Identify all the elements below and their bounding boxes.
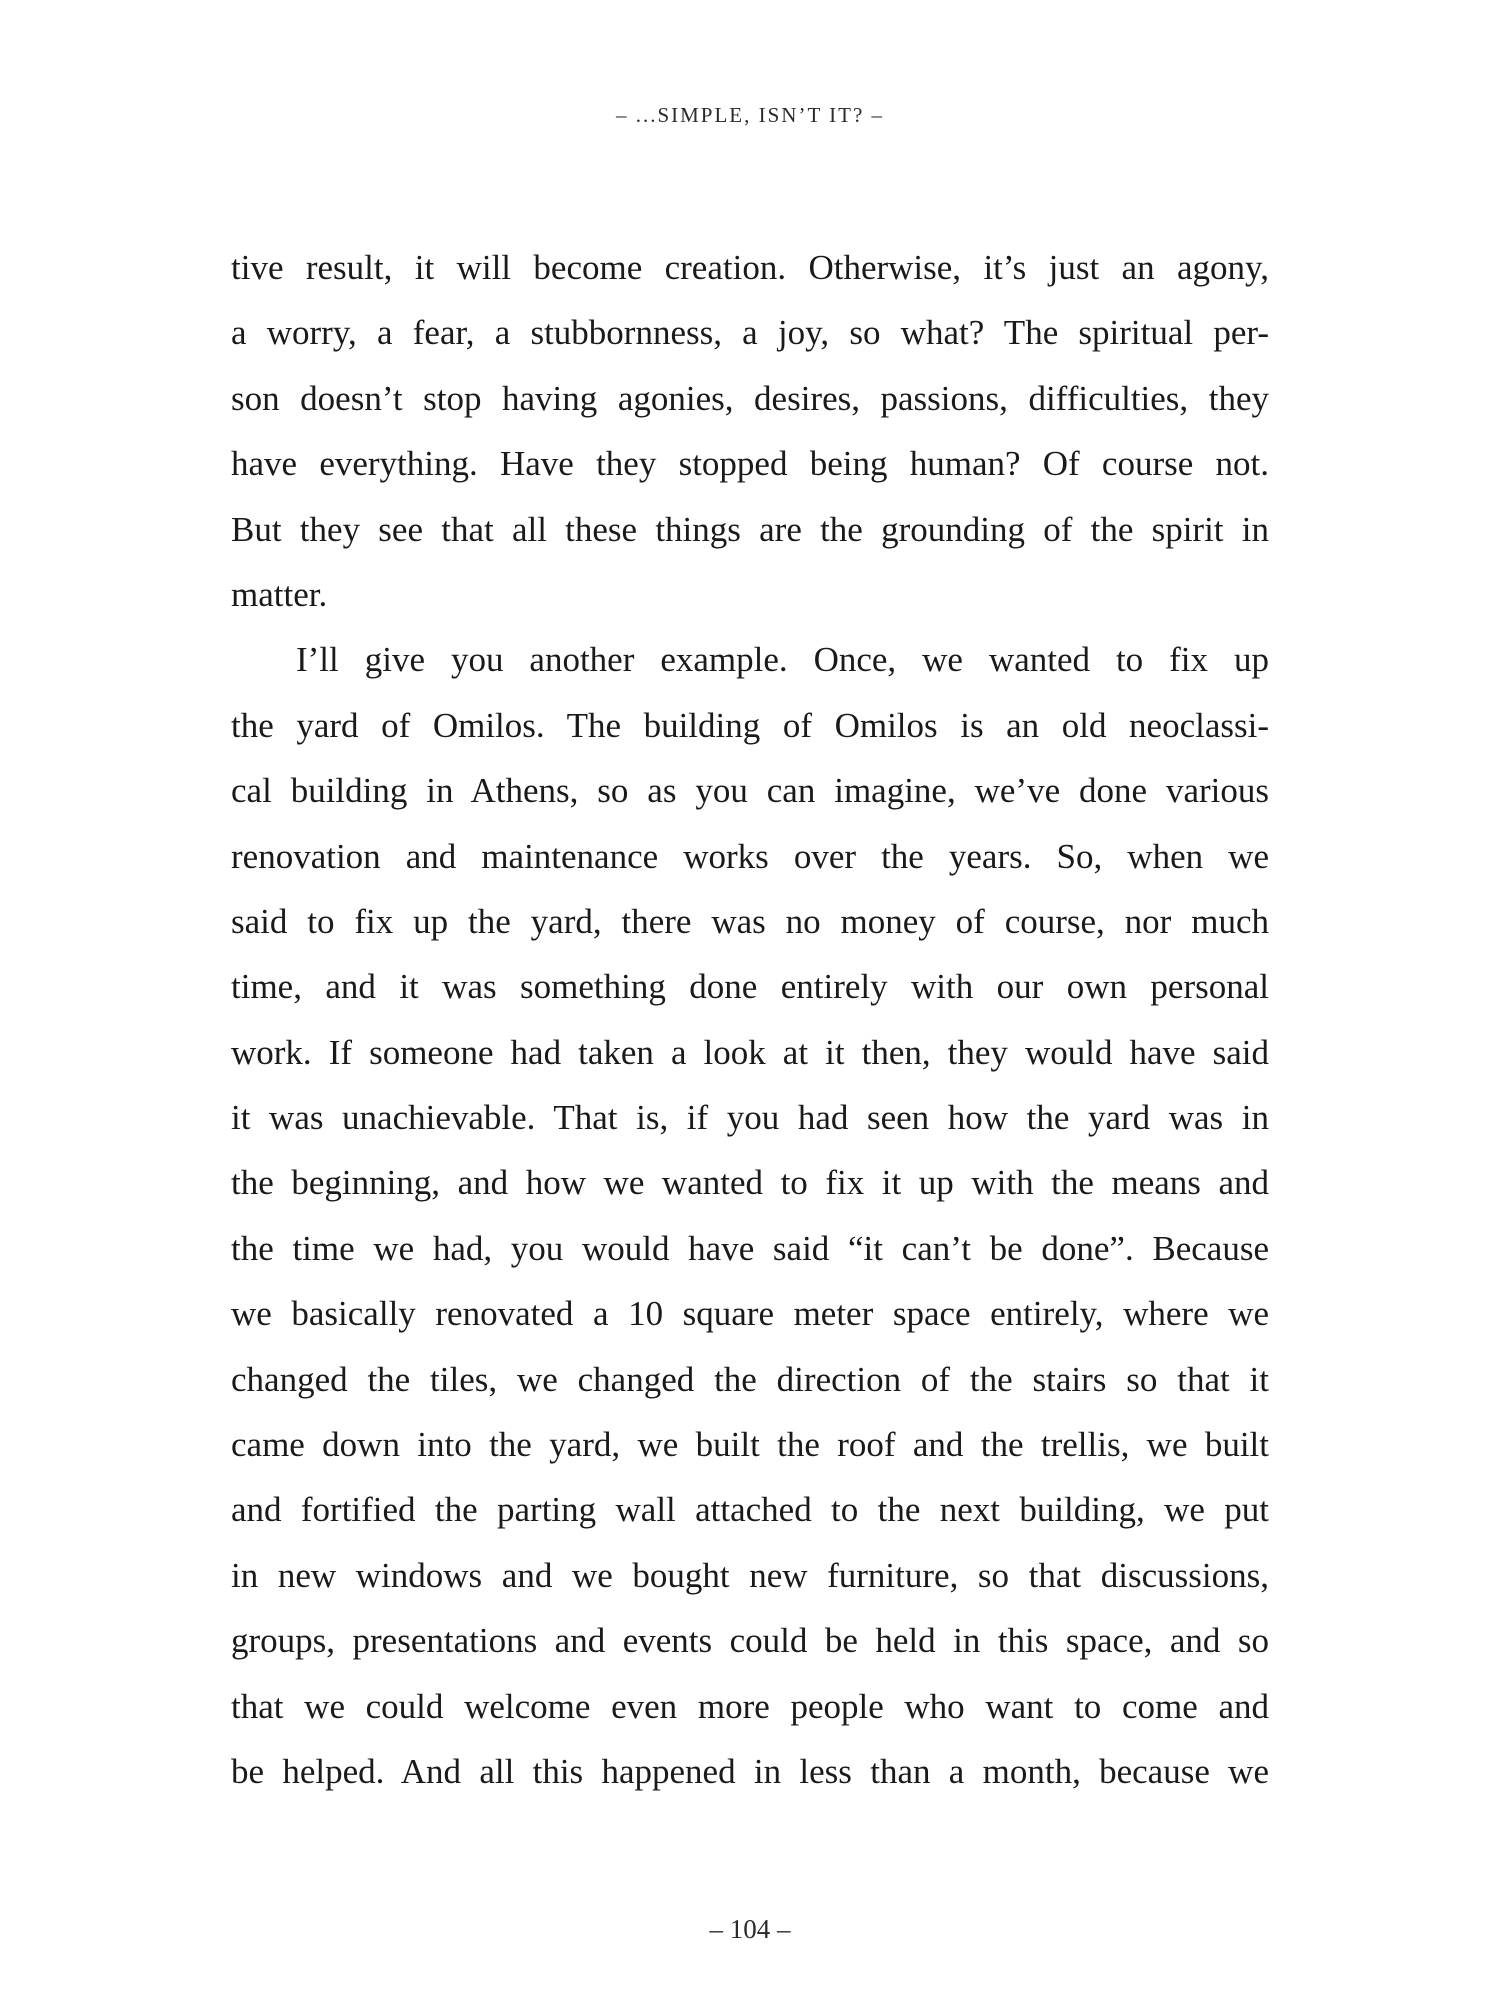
text-line: that we could welcome even more people who want to come and <box>231 1686 1269 1726</box>
text-line: be helped. And all this happened in less than a month, because we <box>231 1751 1269 1791</box>
text-line: in new windows and we bought new furniture, so that discussions, <box>231 1555 1269 1595</box>
text-line: I’ll give you another example. Once, we wanted to fix up <box>296 640 1269 680</box>
text-line: a worry, a fear, a stubbornness, a joy, so what? The spiritual per- <box>231 313 1269 353</box>
text-line: cal building in Athens, so as you can imagine, we’ve done various <box>231 771 1269 811</box>
text-line: came down into the yard, we built the roof and the trellis, we built <box>231 1425 1269 1465</box>
text-line: work. If someone had taken a look at it then, they would have said <box>231 1032 1269 1072</box>
text-line: we basically renovated a 10 square meter space entirely, where we <box>231 1294 1269 1334</box>
paragraph-1 <box>231 235 1269 627</box>
text-line: the yard of Omilos. The building of Omilos is an old neoclassi- <box>231 705 1269 745</box>
text-line: changed the tiles, we changed the direction of the stairs so that it <box>231 1359 1269 1399</box>
text-line: have everything. Have they stopped being human? Of course not. <box>231 444 1269 484</box>
text-line: time, and it was something done entirely with our own personal <box>231 967 1269 1007</box>
text-line: the beginning, and how we wanted to fix it up with the means and <box>231 1163 1269 1203</box>
running-header: – ...SIMPLE, ISN’T IT? – <box>615 103 885 127</box>
text-line: renovation and maintenance works over the years. So, when we <box>231 836 1269 876</box>
text-line: son doesn’t stop having agonies, desires, passions, difficulties, they <box>231 378 1269 418</box>
body-text <box>231 235 1269 1804</box>
text-line: and fortified the parting wall attached to the next building, we put <box>231 1490 1269 1530</box>
paragraph-2 <box>231 627 1269 1804</box>
text-line: groups, presentations and events could be held in this space, and so <box>231 1621 1269 1661</box>
text-line: the time we had, you would have said “it can’t be done”. Because <box>231 1228 1269 1268</box>
page-number: – 104 – <box>709 1914 791 1944</box>
text-line: tive result, it will become creation. Otherwise, it’s just an agony, <box>231 248 1269 287</box>
text-line: matter. <box>231 574 328 614</box>
text-line: But they see that all these things are the grounding of the spirit in <box>231 509 1269 549</box>
text-line: said to fix up the yard, there was no money of course, nor much <box>231 901 1269 941</box>
text-line: it was unachievable. That is, if you had seen how the yard was in <box>231 1098 1269 1138</box>
